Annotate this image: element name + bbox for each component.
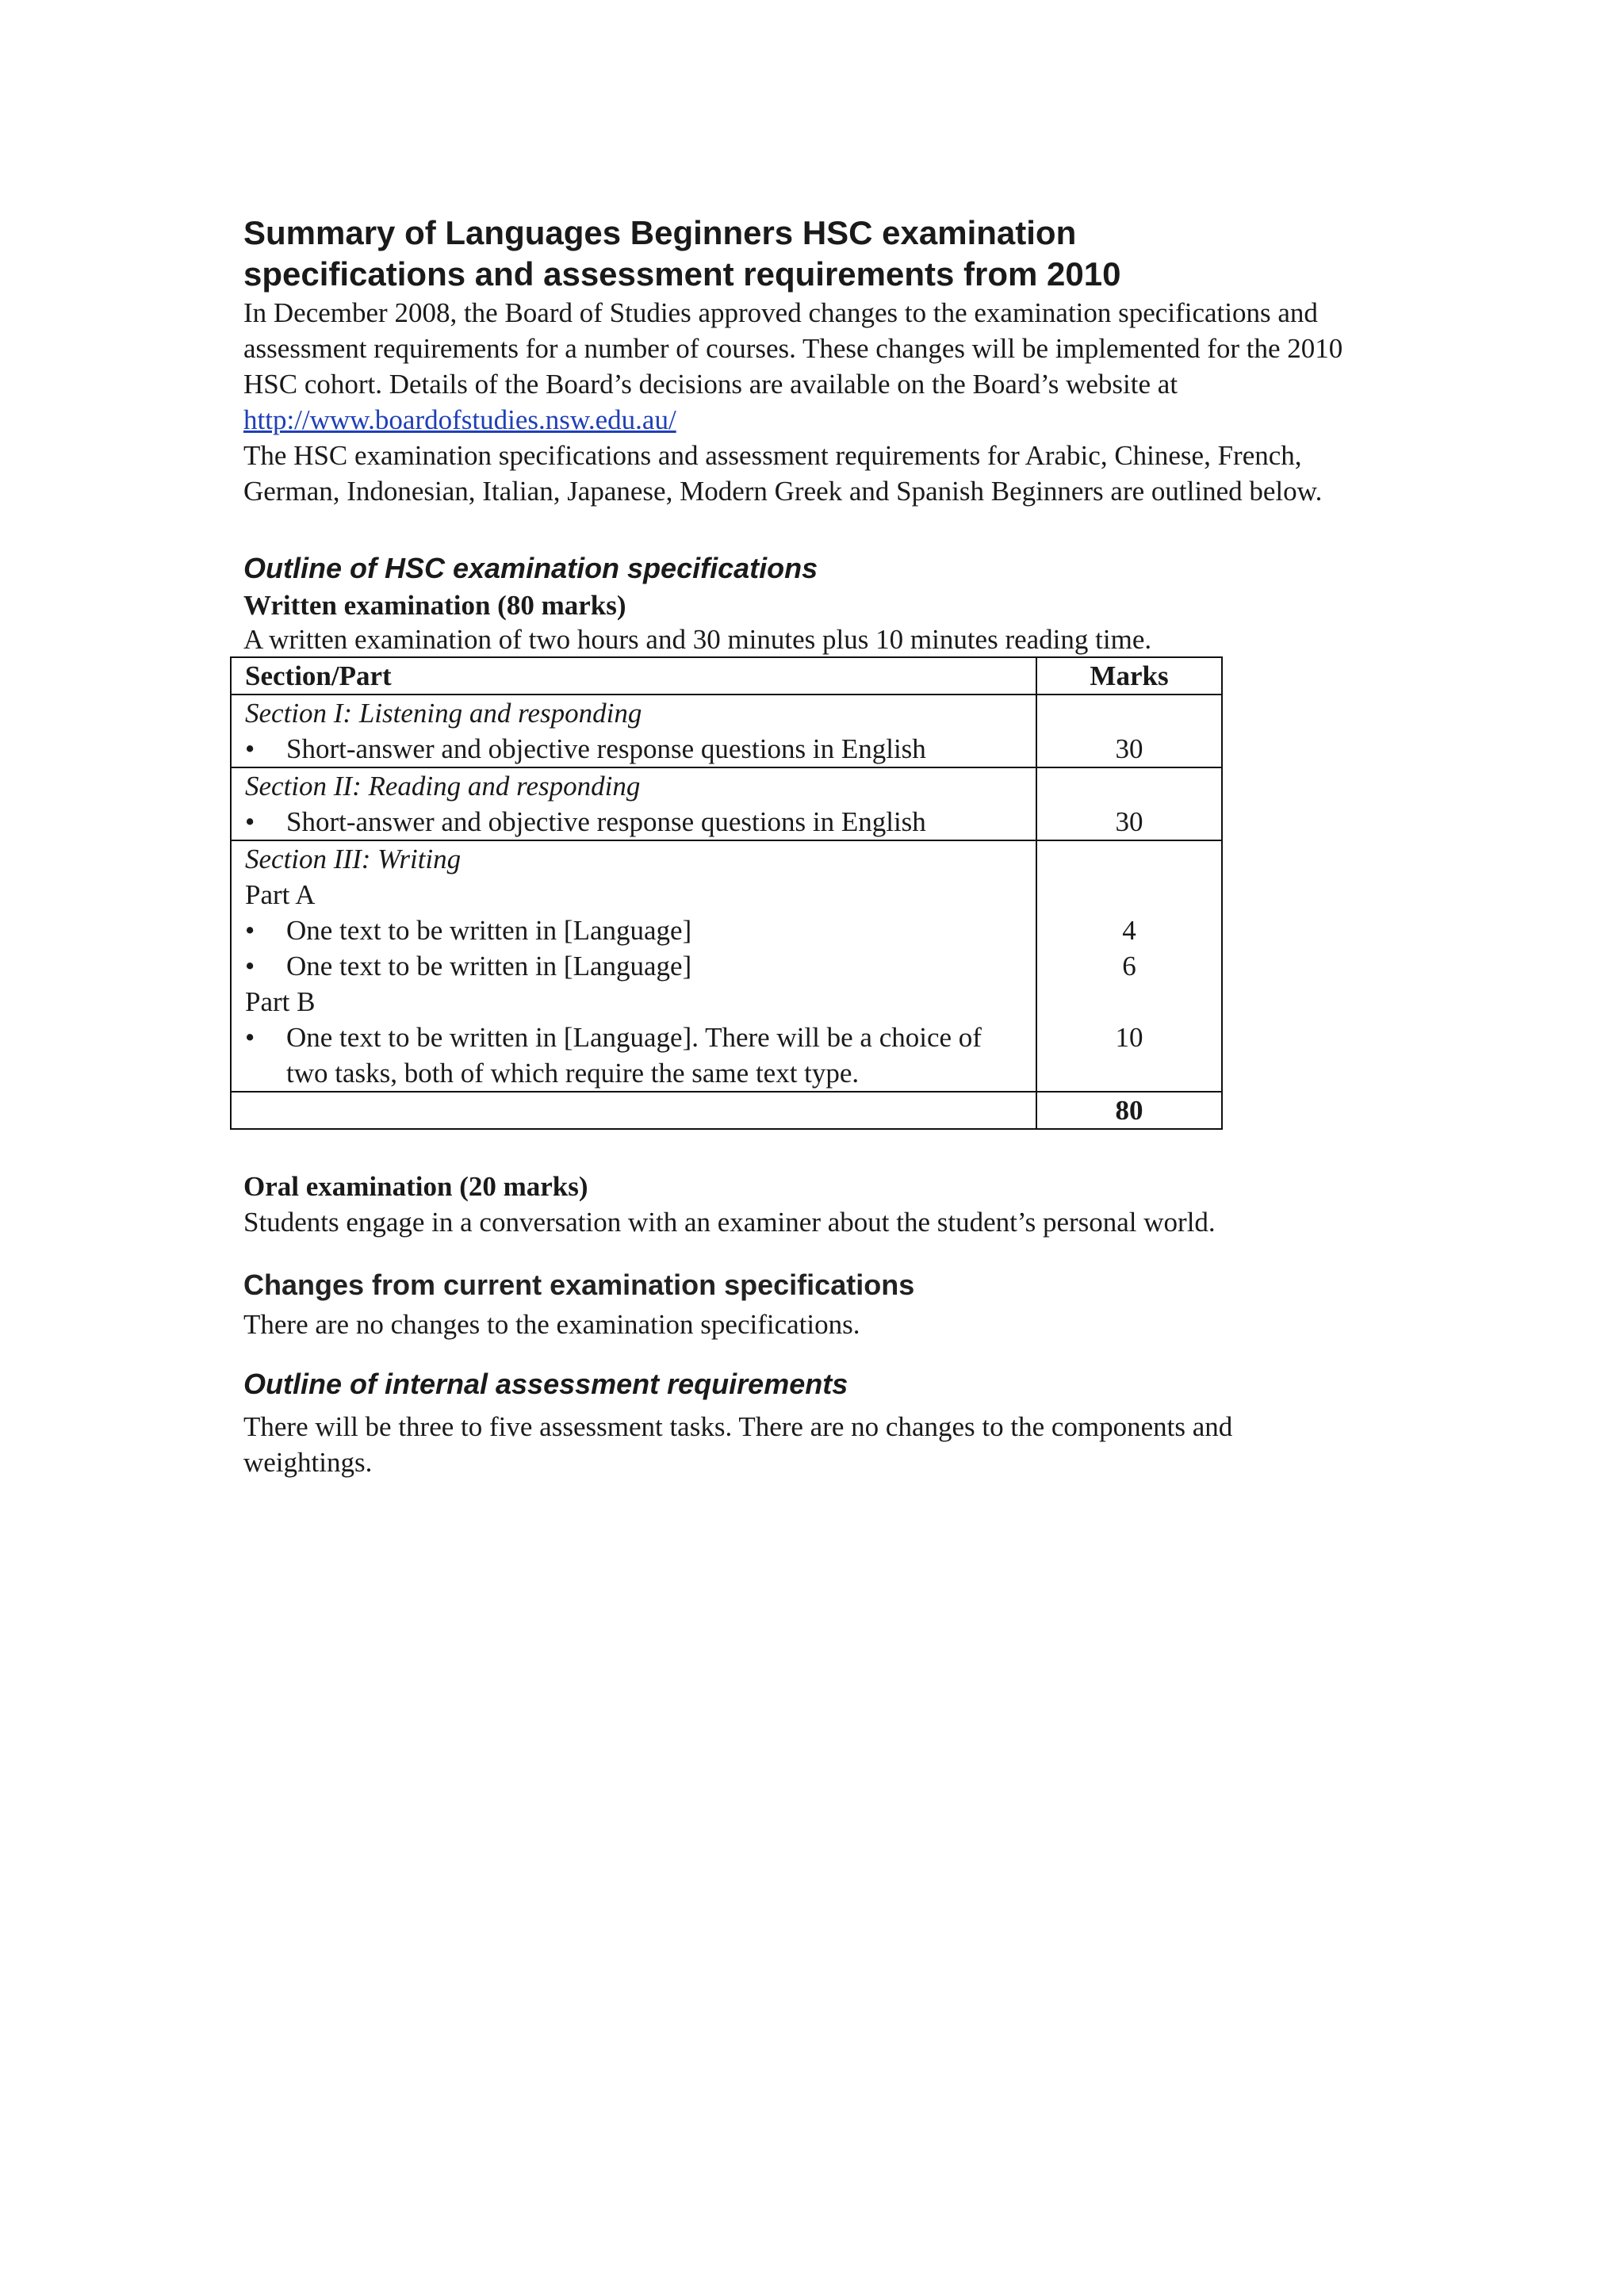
title-line-2: specifications and assessment requirements from 2010 [243, 255, 1121, 293]
languages-paragraph: The HSC examination specifications and assessment requirements for Arabic, Chinese, French, German, Indonesian, Italian, Japanese, Modern Greek and Spanish Beginners are outlined below. [243, 440, 1323, 507]
section-1-cell [231, 695, 1036, 767]
internal-assessment-heading: Outline of internal assessment requirements [243, 1368, 848, 1400]
section-part-header: Section/Part [231, 657, 1036, 695]
table-row [231, 767, 1222, 840]
exam-spec-heading: Outline of HSC examination specifications [243, 552, 818, 584]
marks-header: Marks [1036, 657, 1222, 695]
title-line-1: Summary of Languages Beginners HSC examination [243, 214, 1077, 251]
section-1-title: Section I: Listening and responding [245, 698, 642, 729]
page-title [243, 212, 1401, 295]
written-exam-heading: Written examination (80 marks) [243, 590, 626, 621]
exam-marks-table [230, 656, 1223, 1130]
intro-paragraph [243, 295, 1401, 438]
section-2-item: • Short-answer and objective response questions in English [245, 804, 1036, 840]
section-2-title: Section II: Reading and responding [245, 771, 641, 802]
part-a-label: Part A [245, 879, 316, 910]
section-3-title: Section III: Writing [245, 844, 462, 874]
section-1-marks-cell [1036, 695, 1222, 767]
part-a-item-2: • One text to be written in [Language] [245, 948, 1036, 984]
part-b-label: Part B [245, 986, 316, 1017]
section-2-cell [231, 767, 1036, 840]
written-exam-description: A written examination of two hours and 30 minutes plus 10 minutes reading time. [243, 624, 1152, 655]
section-3-marks-cell [1036, 840, 1222, 1092]
part-a-item-2-marks: 6 [1122, 951, 1136, 982]
part-a-item-1-marks: 4 [1122, 915, 1136, 946]
total-marks: 80 [1036, 1092, 1222, 1129]
section-1-marks: 30 [1115, 733, 1143, 764]
table-row [231, 840, 1222, 1092]
oral-exam-text: Students engage in a conversation with an examiner about the student’s personal world. [243, 1207, 1216, 1238]
section-1-item: • Short-answer and objective response questions in English [245, 731, 1036, 767]
total-label-cell [231, 1092, 1036, 1129]
changes-heading: Changes from current examination specifications [243, 1269, 915, 1301]
table-header-row [231, 657, 1222, 695]
board-website-link[interactable]: http://www.boardofstudies.nsw.edu.au/ [243, 404, 676, 435]
section-2-marks: 30 [1115, 806, 1143, 837]
part-b-item: • One text to be written in [Language]. There will be a choice of two tasks, both of which require the same text type. [245, 1020, 1024, 1091]
part-b-marks: 10 [1115, 1022, 1143, 1053]
table-row [231, 695, 1222, 767]
oral-exam-heading: Oral examination (20 marks) [243, 1171, 588, 1202]
changes-text: There are no changes to the examination specifications. [243, 1309, 860, 1340]
table-total-row [231, 1092, 1222, 1129]
part-a-item-1: • One text to be written in [Language] [245, 913, 1036, 948]
intro-text: In December 2008, the Board of Studies approved changes to the examination specifications and assessment requirements for a number of courses. These changes will be implemented for the 2010 HSC cohort. Details of the Board’s decisions are available on the Board’s website at [243, 297, 1343, 400]
section-3-cell [231, 840, 1036, 1092]
internal-assessment-text: There will be three to five assessment tasks. There are no changes to the components and weightings. [243, 1411, 1233, 1478]
document-page [243, 212, 1401, 1480]
section-2-marks-cell [1036, 767, 1222, 840]
